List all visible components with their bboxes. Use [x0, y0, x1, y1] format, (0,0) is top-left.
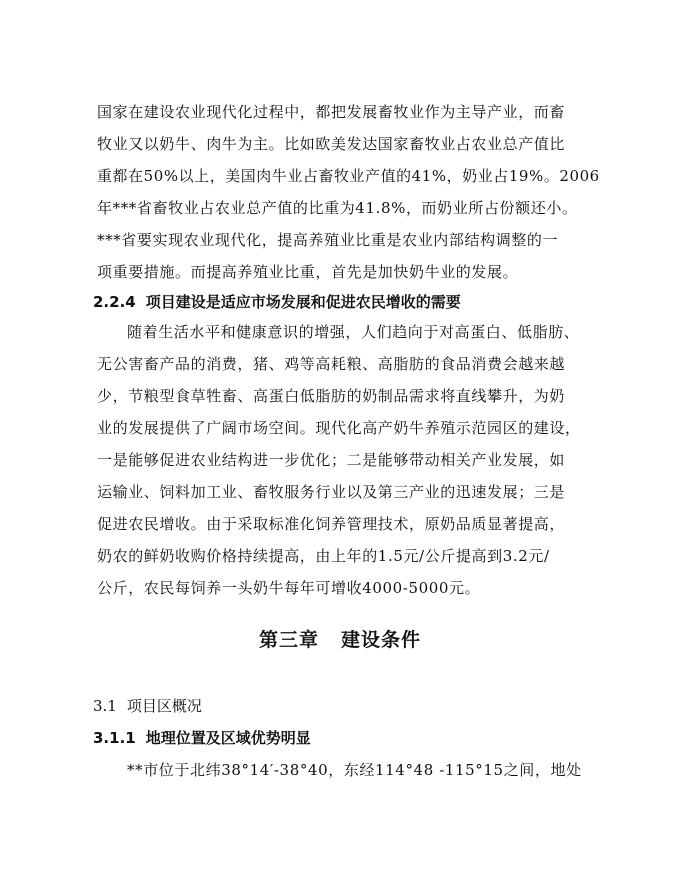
text-line: 奶农的鲜奶收购价格持续提高，由上年的1.5元/公斤提高到3.2元/ — [97, 547, 550, 565]
text-line: 重都在50%以上，美国肉牛业占畜牧业产值的41%，奶业占19%。2006 — [97, 167, 600, 185]
text-line: 公斤，农民每饲养一头奶牛每年可增收4000-5000元。 — [97, 579, 481, 597]
text-line: 一是能够促进农业结构进一步优化；二是能够带动相关产业发展，如 — [97, 451, 566, 469]
text-line: 国家在建设农业现代化过程中，都把发展畜牧业作为主导产业，而畜 — [97, 103, 566, 121]
chapter-name: 建设条件 — [341, 629, 422, 651]
chapter-title — [0, 628, 680, 652]
text-line: 随着生活水平和健康意识的增强，人们趋向于对高蛋白、低脂肪、 — [127, 323, 580, 341]
text-line: 项重要措施。而提高养殖业比重，首先是加快奶牛业的发展。 — [97, 263, 519, 281]
text-line: 促进农民增收。由于采取标准化饲养管理技术，原奶品质显著提高， — [97, 515, 566, 533]
text-line: 牧业又以奶牛、肉牛为主。比如欧美发达国家畜牧业占农业总产值比 — [97, 135, 566, 153]
heading-number: 3.1.1 — [93, 729, 136, 747]
text-line: 运输业、饲料加工业、畜牧服务行业以及第三产业的迅速发展；三是 — [97, 483, 566, 501]
text-line: 年***省畜牧业占农业总产值的比重为41.8%，而奶业所占份额还小。 — [97, 199, 578, 217]
text-line: **市位于北纬38°14′-38°40，东经114°48 -115°15之间，地处 — [127, 761, 582, 779]
chapter-number: 第三章 — [258, 629, 319, 651]
section-heading-2-2-4 — [93, 292, 461, 312]
text-line: 无公害畜产品的消费，猪、鸡等高耗粮、高脂肪的食品消费会越来越 — [97, 355, 566, 373]
text-line: 少，节粮型食草牲畜、高蛋白低脂肪的奶制品需求将直线攀升，为奶 — [97, 387, 566, 405]
heading-title: 地理位置及区域优势明显 — [145, 729, 311, 747]
text-line: 业的发展提供了广阔市场空间。现代化高产奶牛养殖示范园区的建设， — [97, 419, 581, 437]
section-number: 3.1 — [93, 697, 117, 715]
heading-title: 项目建设是适应市场发展和促进农民增收的需要 — [145, 293, 461, 311]
section-heading-3-1-1 — [93, 728, 311, 748]
text-line: ***省要实现农业现代化，提高养殖业比重是农业内部结构调整的一 — [97, 231, 559, 249]
heading-number: 2.2.4 — [93, 293, 136, 311]
section-title: 项目区概况 — [126, 697, 202, 715]
section-heading-3-1 — [93, 696, 202, 716]
